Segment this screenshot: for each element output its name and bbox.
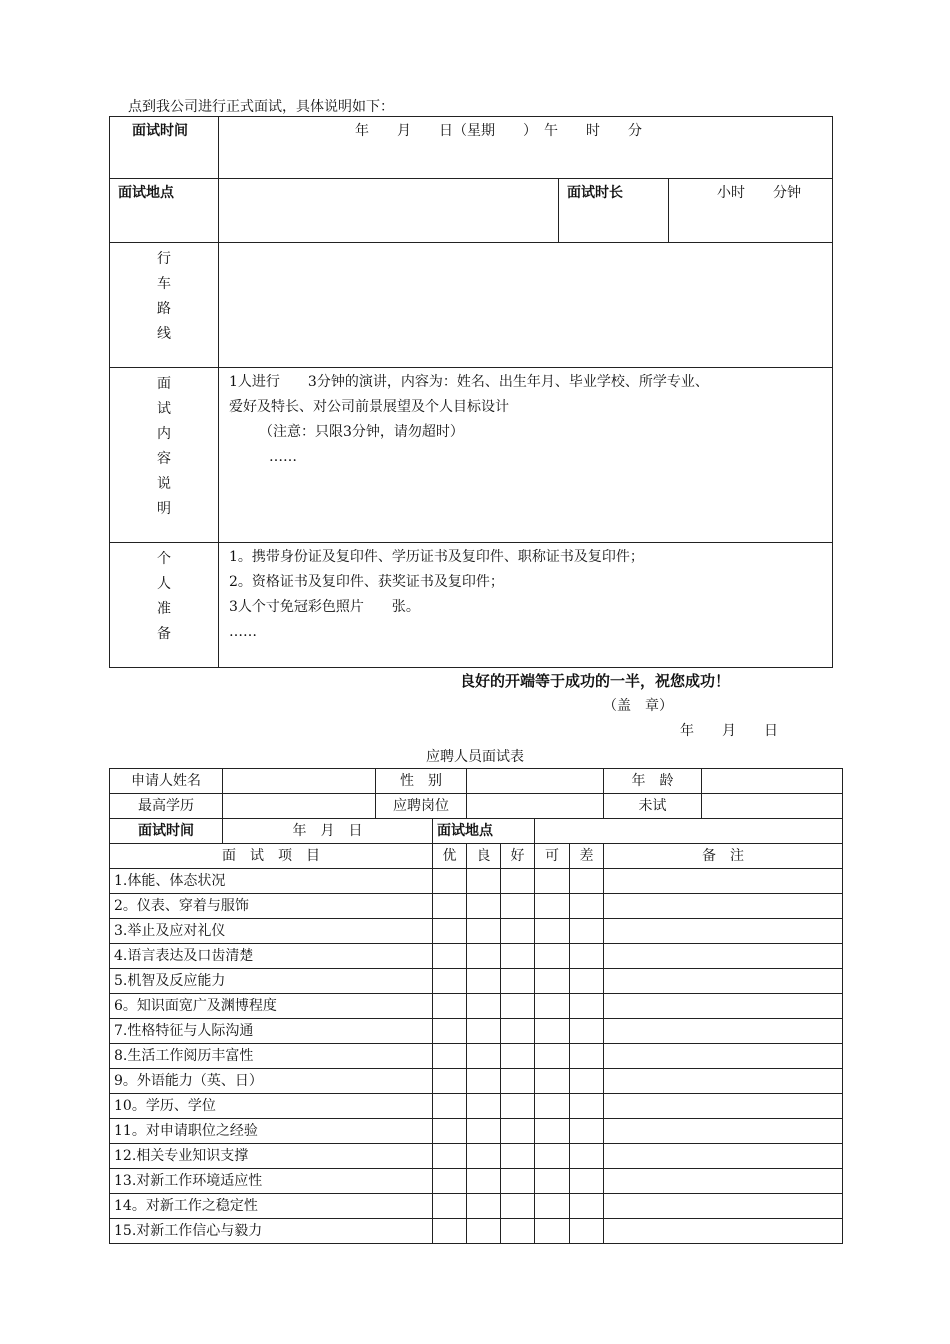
date-line: 年 月 日 — [680, 723, 778, 739]
time-value: 年 月 日（星期 ） 午 时 分 — [219, 117, 833, 179]
grade-fair-cell[interactable] — [535, 1194, 570, 1219]
notes-header: 备 注 — [604, 844, 843, 869]
table-row — [110, 969, 843, 994]
duration-label: 面试时长 — [559, 179, 669, 243]
position-label: 应聘岗位 — [376, 794, 467, 819]
applicant-name-label: 申请人姓名 — [110, 769, 223, 794]
grade-poor-cell[interactable] — [570, 1119, 604, 1144]
time-label: 面试时间 — [110, 117, 219, 179]
interview-date-value: 年 月 日 — [223, 819, 433, 844]
grade-fine-cell[interactable] — [501, 1119, 535, 1144]
duration-value: 小时 分钟 — [669, 179, 833, 243]
table-row — [110, 1019, 843, 1044]
notes-cell[interactable] — [604, 869, 843, 894]
grade-poor-cell[interactable] — [570, 1169, 604, 1194]
evaluation-item-label: 15.对新工作信心与毅力 — [110, 1219, 433, 1244]
table-row — [110, 1194, 843, 1219]
table-row — [110, 994, 843, 1019]
grade-excellent-cell[interactable] — [433, 894, 467, 919]
intro-text: 点到我公司进行正式面试，具体说明如下： — [128, 99, 394, 115]
table-row — [110, 1169, 843, 1194]
evaluation-item-label: 8.生活工作阅历丰富性 — [110, 1044, 433, 1069]
grade-poor-header: 差 — [570, 844, 604, 869]
gender-label: 性 别 — [376, 769, 467, 794]
grade-good-cell[interactable] — [467, 1044, 501, 1069]
grade-good-cell[interactable] — [467, 1069, 501, 1094]
grade-excellent-cell[interactable] — [433, 1069, 467, 1094]
evaluation-item-label: 2。仪表、穿着与服饰 — [110, 894, 433, 919]
applicant-name-field[interactable] — [223, 769, 376, 794]
grade-fine-header: 好 — [501, 844, 535, 869]
grade-fair-cell[interactable] — [535, 1219, 570, 1244]
education-field[interactable] — [223, 794, 376, 819]
evaluation-item-label: 4.语言表达及口齿清楚 — [110, 944, 433, 969]
grade-fair-cell[interactable] — [535, 1069, 570, 1094]
notes-cell[interactable] — [604, 1144, 843, 1169]
grade-fine-cell[interactable] — [501, 919, 535, 944]
table-row — [110, 1044, 843, 1069]
grade-poor-cell[interactable] — [570, 1019, 604, 1044]
evaluation-item-label: 12.相关专业知识支撑 — [110, 1144, 433, 1169]
notes-cell[interactable] — [604, 1219, 843, 1244]
grade-fine-cell[interactable] — [501, 994, 535, 1019]
table-row — [110, 1144, 843, 1169]
table-row — [110, 1219, 843, 1244]
grade-fair-cell[interactable] — [535, 944, 570, 969]
grade-good-cell[interactable] — [467, 1094, 501, 1119]
table-row — [110, 919, 843, 944]
place-label: 面试地点 — [110, 179, 219, 243]
preparation-list: 1。携带身份证及复印件、学历证书及复印件、职称证书及复印件； 2。资格证书及复印件、获奖证书及复印件； 3人个寸免冠彩色照片 张。 …… — [219, 543, 833, 668]
notes-cell[interactable] — [604, 1169, 843, 1194]
place-value[interactable] — [219, 179, 559, 243]
grade-excellent-cell[interactable] — [433, 1144, 467, 1169]
route-value[interactable] — [219, 243, 833, 368]
grade-good-cell[interactable] — [467, 1019, 501, 1044]
notes-cell[interactable] — [604, 894, 843, 919]
grade-fine-cell[interactable] — [501, 869, 535, 894]
age-field[interactable] — [702, 769, 843, 794]
notes-cell[interactable] — [604, 969, 843, 994]
form-title: 应聘人员面试表 — [426, 749, 524, 765]
grade-poor-cell[interactable] — [570, 994, 604, 1019]
notes-cell[interactable] — [604, 1019, 843, 1044]
table-row — [110, 869, 843, 894]
table-row — [110, 1119, 843, 1144]
notes-cell[interactable] — [604, 1119, 843, 1144]
grade-fine-cell[interactable] — [501, 894, 535, 919]
evaluation-item-label: 13.对新工作环境适应性 — [110, 1169, 433, 1194]
grade-poor-cell[interactable] — [570, 894, 604, 919]
interview-evaluation-table — [109, 768, 843, 1244]
table-row — [110, 1069, 843, 1094]
grade-excellent-cell[interactable] — [433, 1219, 467, 1244]
table-row — [110, 944, 843, 969]
interview-place-field[interactable] — [535, 819, 843, 844]
grade-fair-header: 可 — [535, 844, 570, 869]
grade-fine-cell[interactable] — [501, 1044, 535, 1069]
grade-excellent-header: 优 — [433, 844, 467, 869]
grade-fair-cell[interactable] — [535, 1094, 570, 1119]
exam-label: 未试 — [604, 794, 702, 819]
grade-fine-cell[interactable] — [501, 1144, 535, 1169]
grade-poor-cell[interactable] — [570, 869, 604, 894]
grade-fine-cell[interactable] — [501, 1094, 535, 1119]
grade-good-cell[interactable] — [467, 869, 501, 894]
grade-fine-cell[interactable] — [501, 969, 535, 994]
notes-cell[interactable] — [604, 944, 843, 969]
grade-excellent-cell[interactable] — [433, 944, 467, 969]
grade-poor-cell[interactable] — [570, 1194, 604, 1219]
grade-poor-cell[interactable] — [570, 1094, 604, 1119]
grade-fine-cell[interactable] — [501, 1019, 535, 1044]
grade-fair-cell[interactable] — [535, 1019, 570, 1044]
grade-good-cell[interactable] — [467, 1144, 501, 1169]
grade-excellent-cell[interactable] — [433, 1169, 467, 1194]
age-label: 年 龄 — [604, 769, 702, 794]
evaluation-item-label: 1.体能、体态状况 — [110, 869, 433, 894]
evaluation-item-label: 6。知识面宽广及渊博程度 — [110, 994, 433, 1019]
grade-fair-cell[interactable] — [535, 894, 570, 919]
grade-poor-cell[interactable] — [570, 1069, 604, 1094]
evaluation-item-label: 5.机智及反应能力 — [110, 969, 433, 994]
grade-excellent-cell[interactable] — [433, 869, 467, 894]
grade-good-header: 良 — [467, 844, 501, 869]
notes-cell[interactable] — [604, 1069, 843, 1094]
grade-fair-cell[interactable] — [535, 1044, 570, 1069]
education-label: 最高学历 — [110, 794, 223, 819]
grade-excellent-cell[interactable] — [433, 1194, 467, 1219]
grade-fair-cell[interactable] — [535, 1144, 570, 1169]
grade-fine-cell[interactable] — [501, 1169, 535, 1194]
grade-poor-cell[interactable] — [570, 944, 604, 969]
content-description: 1人进行 3分钟的演讲，内容为：姓名、出生年月、毕业学校、所学专业、 爱好及特长、对公司前景展望及个人目标设计 （注意：只限3分钟，请勿超时） …… — [219, 368, 833, 543]
content-label: 面 试 内 容 说 明 — [110, 368, 219, 543]
grade-excellent-cell[interactable] — [433, 1094, 467, 1119]
grade-good-cell[interactable] — [467, 969, 501, 994]
evaluation-item-label: 14。对新工作之稳定性 — [110, 1194, 433, 1219]
evaluation-item-label: 11。对申请职位之经验 — [110, 1119, 433, 1144]
stamp-label: （盖 章） — [603, 698, 673, 714]
notes-cell[interactable] — [604, 1044, 843, 1069]
grade-excellent-cell[interactable] — [433, 1019, 467, 1044]
grade-fair-cell[interactable] — [535, 869, 570, 894]
grade-fine-cell[interactable] — [501, 1194, 535, 1219]
grade-good-cell[interactable] — [467, 944, 501, 969]
grade-excellent-cell[interactable] — [433, 919, 467, 944]
grade-fair-cell[interactable] — [535, 1119, 570, 1144]
notes-cell[interactable] — [604, 1194, 843, 1219]
grade-good-cell[interactable] — [467, 1219, 501, 1244]
interview-notice-table — [109, 116, 833, 668]
slogan: 良好的开端等于成功的一半，祝您成功！ — [460, 672, 731, 690]
notes-cell[interactable] — [604, 1094, 843, 1119]
grade-poor-cell[interactable] — [570, 969, 604, 994]
grade-poor-cell[interactable] — [570, 1044, 604, 1069]
grade-good-cell[interactable] — [467, 994, 501, 1019]
interview-time-label: 面试时间 — [110, 819, 223, 844]
gender-field[interactable] — [467, 769, 604, 794]
grade-fine-cell[interactable] — [501, 944, 535, 969]
grade-fine-cell[interactable] — [501, 1219, 535, 1244]
evaluation-item-label: 3.举止及应对礼仪 — [110, 919, 433, 944]
position-field[interactable] — [467, 794, 604, 819]
grade-poor-cell[interactable] — [570, 919, 604, 944]
grade-fair-cell[interactable] — [535, 1169, 570, 1194]
grade-good-cell[interactable] — [467, 919, 501, 944]
grade-good-cell[interactable] — [467, 1194, 501, 1219]
grade-good-cell[interactable] — [467, 1169, 501, 1194]
grade-good-cell[interactable] — [467, 1119, 501, 1144]
evaluation-item-label: 10。学历、学位 — [110, 1094, 433, 1119]
preparation-label: 个 人 准 备 — [110, 543, 219, 668]
interview-place-label: 面试地点 — [433, 819, 535, 844]
table-row — [110, 1094, 843, 1119]
grade-fair-cell[interactable] — [535, 919, 570, 944]
grade-fine-cell[interactable] — [501, 1069, 535, 1094]
grade-fair-cell[interactable] — [535, 994, 570, 1019]
grade-excellent-cell[interactable] — [433, 969, 467, 994]
grade-excellent-cell[interactable] — [433, 1044, 467, 1069]
evaluation-item-label: 7.性格特征与人际沟通 — [110, 1019, 433, 1044]
grade-excellent-cell[interactable] — [433, 1119, 467, 1144]
grade-fair-cell[interactable] — [535, 969, 570, 994]
grade-excellent-cell[interactable] — [433, 994, 467, 1019]
grade-poor-cell[interactable] — [570, 1219, 604, 1244]
exam-field[interactable] — [702, 794, 843, 819]
notes-cell[interactable] — [604, 994, 843, 1019]
grade-good-cell[interactable] — [467, 894, 501, 919]
grade-poor-cell[interactable] — [570, 1144, 604, 1169]
table-row — [110, 894, 843, 919]
route-label: 行 车 路 线 — [110, 243, 219, 368]
notes-cell[interactable] — [604, 919, 843, 944]
evaluation-item-label: 9。外语能力（英、日） — [110, 1069, 433, 1094]
items-header: 面 试 项 目 — [110, 844, 433, 869]
